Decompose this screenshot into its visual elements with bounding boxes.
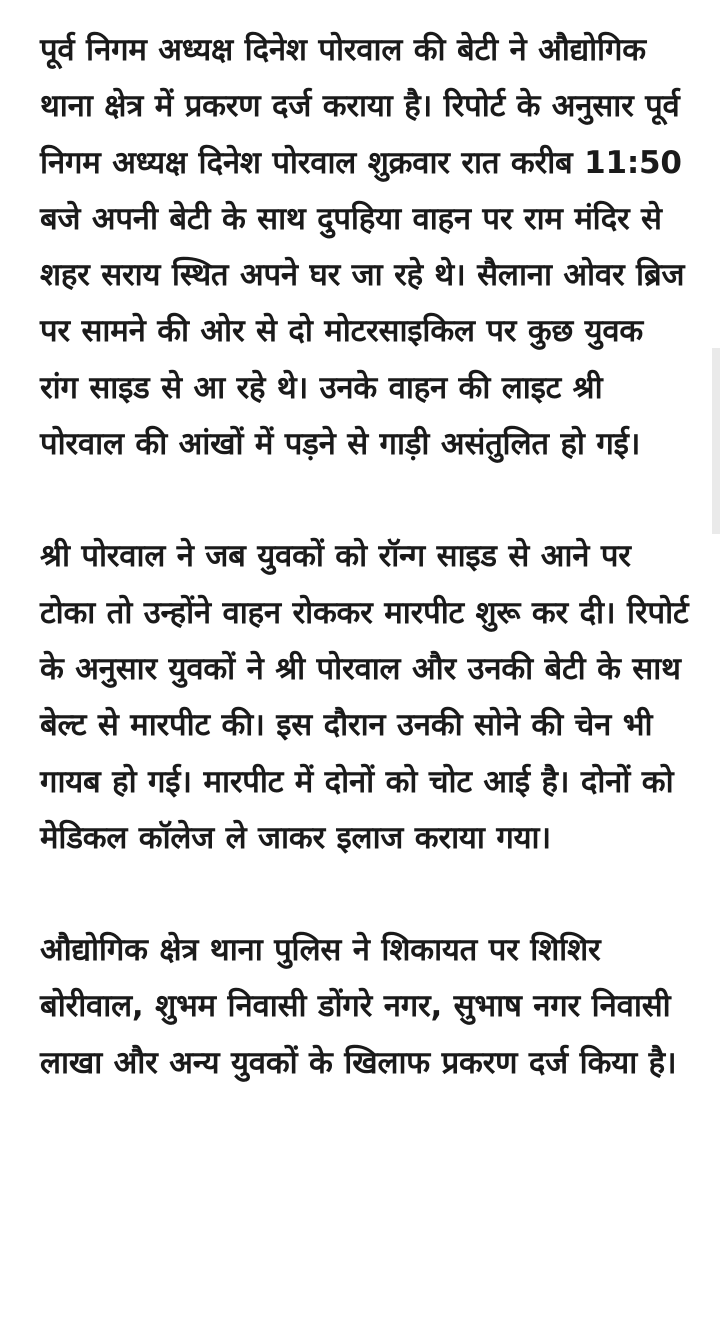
article-paragraph-3: औद्योगिक क्षेत्र थाना पुलिस ने शिकायत पर शिशिर बोरीवाल, शुभम निवासी डोंगरे नगर, सुभाष नगर निवासी लाखा और अन्य युवकों के खिलाफ प्रकरण दर्ज किया है। — [40, 932, 677, 1081]
article-body — [40, 22, 690, 1091]
article-paragraph-1: पूर्व निगम अध्यक्ष दिनेश पोरवाल की बेटी ने औद्योगिक थाना क्षेत्र में प्रकरण दर्ज कराया है। रिपोर्ट के अनुसार पूर्व निगम अध्यक्ष दिनेश पोरवाल शुक्रवार रात करीब 11:50 बजे अपनी बेटी के साथ दुपहिया वाहन पर राम मंदिर से शहर सराय स्थित अपने घर जा रहे थे। सैलाना ओवर ब्रिज पर सामने की ओर से दो मोटरसाइकिल पर कुछ युवक रांग साइड से आ रहे थे। उनके वाहन की लाइट श्री पोरवाल की आंखों में पड़ने से गाड़ी असंतुलित हो गई। — [40, 32, 685, 463]
scrollbar[interactable] — [712, 348, 720, 534]
article-paragraph-2: श्री पोरवाल ने जब युवकों को रॉन्ग साइड से आने पर टोका तो उन्होंने वाहन रोककर मारपीट शुरू कर दी। रिपोर्ट के अनुसार युवकों ने श्री पोरवाल और उनकी बेटी के साथ बेल्ट से मारपीट की। इस दौरान उनकी सोने की चेन भी गायब हो गई। मारपीट में दोनों को चोट आई है। दोनों को मेडिकल कॉलेज ले जाकर इलाज कराया गया। — [40, 538, 689, 856]
